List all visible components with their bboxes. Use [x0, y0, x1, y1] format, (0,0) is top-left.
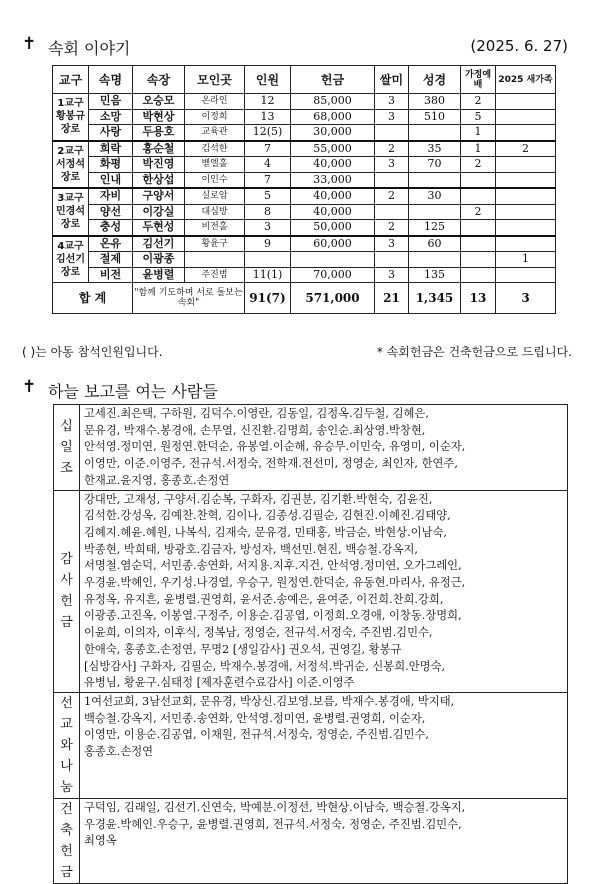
- table-row: [53, 172, 556, 188]
- cell-group-table: [52, 65, 556, 314]
- total-label: 합 계: [53, 283, 133, 314]
- table-cell: 이인수: [185, 172, 245, 188]
- table-cell: 2: [375, 141, 409, 157]
- table-cell: 70,000: [291, 267, 375, 283]
- table-cell: 40,000: [291, 157, 375, 173]
- table-cell: 두용호: [133, 125, 185, 141]
- col-header: 2025 새가족: [496, 66, 556, 94]
- table-cell: 한상섭: [133, 172, 185, 188]
- region-role: 장로: [60, 171, 81, 183]
- table-cell: 40,000: [291, 204, 375, 220]
- table-row: [53, 188, 556, 204]
- table-row: [53, 204, 556, 220]
- col-header: 속명: [89, 66, 133, 94]
- donor-names: [80, 692, 568, 798]
- table-cell: [375, 125, 409, 141]
- col-header: 가정예배: [461, 66, 496, 94]
- table-header-row: [53, 66, 556, 94]
- table-cell: 두현성: [133, 220, 185, 236]
- region-role: 장로: [60, 266, 81, 278]
- table-cell: 구양서: [133, 188, 185, 204]
- table-cell: 절제: [89, 252, 133, 268]
- table-cell: 비전홀: [185, 220, 245, 236]
- table-cell: 이정희: [185, 109, 245, 125]
- table-cell: 380: [409, 94, 461, 110]
- table-cell: 125: [409, 220, 461, 236]
- table-cell: 박진영: [133, 157, 185, 173]
- col-header: 쌀미: [375, 66, 409, 94]
- table-cell: [375, 252, 409, 268]
- table-cell: 김선기: [133, 236, 185, 252]
- category-label: [54, 490, 80, 692]
- category-label-part: 건축: [60, 801, 73, 838]
- category-row: [54, 692, 568, 798]
- category-label-part: 감: [60, 552, 73, 568]
- table-cell: 2: [375, 220, 409, 236]
- table-cell: [496, 188, 556, 204]
- table-cell: [185, 252, 245, 268]
- col-header: 속장: [133, 66, 185, 94]
- table-cell: [291, 252, 375, 268]
- table-cell: 2: [461, 157, 496, 173]
- col-header: 교구: [53, 66, 89, 94]
- table-cell: 양선: [89, 204, 133, 220]
- table-cell: 12: [245, 94, 291, 110]
- total-motto: "함께 기도하며 서로 돌보는 속회": [133, 283, 245, 314]
- table-cell: 온라인: [185, 94, 245, 110]
- table-cell: [409, 204, 461, 220]
- section-title: 속회 이야기: [48, 39, 131, 58]
- table-cell: 5: [461, 109, 496, 125]
- donor-line: 구덕임, 김래일, 김선기.신연숙, 박예분.이정선, 박현상.이남숙, 백승철.강옥지,: [84, 800, 466, 814]
- report-date: (2025. 6. 27): [470, 37, 568, 55]
- donor-line: 이영만, 이용순.김공엽, 이채원, 전규석.서정숙, 정영순, 주진범.김민수,: [84, 728, 429, 742]
- table-cell: 인내: [89, 172, 133, 188]
- donor-line: 문유경, 박재수.봉경애, 손무열, 신진환.김명희, 송인순.최상영.박창현,: [84, 423, 426, 437]
- table-cell: 33,000: [291, 172, 375, 188]
- category-label-part: 일: [60, 439, 73, 455]
- table-cell: [496, 172, 556, 188]
- region-leader: 황봉규: [56, 111, 85, 123]
- table-cell: [461, 220, 496, 236]
- table-cell: 1: [461, 125, 496, 141]
- category-label-part: 사: [60, 573, 73, 589]
- region-leader: 서정석: [56, 158, 85, 170]
- category-row: [54, 490, 568, 692]
- table-cell: 자비: [89, 188, 133, 204]
- category-label: [54, 798, 80, 883]
- donor-names: [80, 490, 568, 692]
- table-cell: 벧엘홀: [185, 157, 245, 173]
- table-row: [53, 220, 556, 236]
- donor-line: 최영옥: [84, 834, 117, 848]
- table-cell: 12(5): [245, 125, 291, 141]
- table-cell: 3: [375, 94, 409, 110]
- table-cell: 9: [245, 236, 291, 252]
- total-rice: 21: [375, 283, 409, 314]
- table-row: [53, 109, 556, 125]
- section-title: 하늘 보고를 여는 사람들: [48, 382, 218, 401]
- table-cell: 510: [409, 109, 461, 125]
- donor-line: 유정옥, 유지흔, 윤병렬.권영희, 윤서준.송예은, 윤여준, 이건희.찬희.강희,: [84, 592, 444, 606]
- table-cell: 35: [409, 141, 461, 157]
- offering-note: * 속회헌금은 건축헌금으로 드립니다.: [376, 345, 572, 359]
- category-label-part: 와: [60, 737, 73, 753]
- table-cell: 박현상: [133, 109, 185, 125]
- table-cell: [409, 172, 461, 188]
- table-row: [53, 125, 556, 141]
- donor-line: 김혜지.혜윤.혜원, 나복식, 김재숙, 문유경, 민태홍, 박금순, 박현상.이남숙,: [84, 525, 448, 539]
- section-header: [22, 34, 578, 60]
- table-cell: 135: [409, 267, 461, 283]
- donor-line: 홍종호.손정연: [84, 745, 154, 759]
- table-cell: 대심방: [185, 204, 245, 220]
- table-cell: 비전: [89, 267, 133, 283]
- table-cell: 70: [409, 157, 461, 173]
- table-cell: 황윤구: [185, 236, 245, 252]
- table-cell: 실로암: [185, 188, 245, 204]
- table-row: [53, 157, 556, 173]
- table-row: [53, 267, 556, 283]
- table-cell: 7: [245, 172, 291, 188]
- table-cell: [245, 252, 291, 268]
- table-cell: 40,000: [291, 188, 375, 204]
- table-cell: 3: [375, 109, 409, 125]
- category-row: [54, 798, 568, 883]
- donor-line: 한애숙, 홍종호.손정연, 무명2 [생일감사] 권오석, 권영길, 황봉규: [84, 642, 402, 656]
- table-cell: 이강실: [133, 204, 185, 220]
- category-label-part: 조: [60, 460, 73, 476]
- donor-line: 유병님, 황윤구.심태정 [제자훈련수료감사] 이준.이영주: [84, 676, 355, 690]
- category-label: [54, 405, 80, 491]
- table-cell: 1: [461, 141, 496, 157]
- category-label: [54, 692, 80, 798]
- category-label-part: 나눔: [60, 758, 73, 795]
- region-name: 4교구: [57, 240, 84, 252]
- table-cell: 2: [496, 141, 556, 157]
- region-cell: [53, 236, 89, 283]
- donor-line: 1여선교회, 3남선교회, 문유경, 박상신.김보영.보름, 박재수.봉경애, 박지태,: [84, 694, 455, 708]
- table-cell: 3: [375, 157, 409, 173]
- total-worship: 13: [461, 283, 496, 314]
- table-cell: 30: [409, 188, 461, 204]
- region-role: 장로: [60, 219, 81, 231]
- region-leader: 민경석: [56, 206, 85, 218]
- offering-table: [53, 404, 568, 884]
- region-cell: [53, 141, 89, 189]
- table-cell: [496, 109, 556, 125]
- table-cell: 5: [245, 188, 291, 204]
- table-cell: 55,000: [291, 141, 375, 157]
- table-cell: 50,000: [291, 220, 375, 236]
- table-cell: 온유: [89, 236, 133, 252]
- table-cell: [496, 94, 556, 110]
- col-header: 헌금: [291, 66, 375, 94]
- table-cell: 충성: [89, 220, 133, 236]
- table-cell: 11(1): [245, 267, 291, 283]
- donor-line: 우경윤.박혜인.우승구, 윤병렬.권영희, 전규석.서정숙, 정영순, 주진범.김민수,: [84, 817, 462, 831]
- table-cell: [461, 172, 496, 188]
- table-cell: [496, 157, 556, 173]
- donor-line: 서명철.염순덕, 서민종.송연화, 서지용.지후.지건, 안석영.정미연, 오가그레인,: [84, 559, 462, 573]
- col-header: 인원: [245, 66, 291, 94]
- region-role: 장로: [60, 124, 81, 136]
- region-name: 3교구: [57, 193, 84, 205]
- table-cell: 3: [245, 220, 291, 236]
- category-row: [54, 405, 568, 491]
- total-bible: 1,345: [409, 283, 461, 314]
- donor-line: 이광종.고진옥, 이봉열.구정주, 이용순.김공엽, 이정희.오경애, 이창동.장명희,: [84, 609, 462, 623]
- table-row: [53, 236, 556, 252]
- table-cell: 소망: [89, 109, 133, 125]
- cross-glyph: ✝: [22, 34, 37, 54]
- table-cell: 화평: [89, 157, 133, 173]
- table-cell: 주진범: [185, 267, 245, 283]
- table-cell: 희락: [89, 141, 133, 157]
- region-cell: [53, 94, 89, 141]
- category-label-part: 금: [60, 615, 73, 631]
- table-cell: 김석한: [185, 141, 245, 157]
- table-cell: [375, 204, 409, 220]
- region-name: 2교구: [57, 145, 84, 157]
- table-row: [53, 252, 556, 268]
- table-cell: 사랑: [89, 125, 133, 141]
- table-row: [53, 141, 556, 157]
- table-cell: [461, 252, 496, 268]
- table-cell: 8: [245, 204, 291, 220]
- table-cell: [461, 236, 496, 252]
- total-people: 91(7): [245, 283, 291, 314]
- table-cell: 60: [409, 236, 461, 252]
- category-label-part: 헌금: [60, 843, 73, 880]
- col-header: 모인곳: [185, 66, 245, 94]
- region-name: 1교구: [57, 98, 84, 110]
- child-count-note: ( )는 아동 참석인원입니다.: [22, 345, 163, 359]
- category-label-part: 십: [60, 418, 73, 434]
- table-cell: 3: [375, 267, 409, 283]
- table-cell: 윤병렬: [133, 267, 185, 283]
- donor-line: 이영만, 이준.이영주, 전규석.서정숙, 전학재.전선미, 정영순, 최인자, 한연주,: [84, 457, 458, 471]
- notes: [22, 343, 578, 363]
- table-cell: [409, 125, 461, 141]
- table-cell: [375, 172, 409, 188]
- table-cell: 이광종: [133, 252, 185, 268]
- table-cell: [496, 125, 556, 141]
- table-row: [53, 94, 556, 110]
- table-cell: 교육관: [185, 125, 245, 141]
- total-newfamily: 3: [496, 283, 556, 314]
- donor-names: [80, 798, 568, 883]
- donor-line: 한재교.윤지영, 홍종호.손정연: [84, 473, 230, 487]
- table-cell: 68,000: [291, 109, 375, 125]
- donor-line: 박종현, 박희태, 방광호.김금자, 방성자, 백선민.현진, 백승철.강옥지,: [84, 542, 419, 556]
- category-label-part: 선교: [60, 695, 73, 732]
- table-cell: 4: [245, 157, 291, 173]
- table-cell: 3: [375, 236, 409, 252]
- donor-line: 이윤희, 이의자, 이후식, 정복남, 정영순, 전규석.서정숙, 주진범.김민수,: [84, 626, 433, 640]
- table-cell: 2: [461, 204, 496, 220]
- table-cell: [461, 188, 496, 204]
- table-cell: [496, 236, 556, 252]
- region-leader: 김선기: [56, 253, 85, 265]
- donor-line: 우경윤.박혜인, 우기성.나경열, 우승구, 원정연.한덕순, 유동현.마리사, 유정근,: [84, 576, 466, 590]
- table-cell: [496, 220, 556, 236]
- category-label-part: 헌: [60, 594, 73, 610]
- section-header: [22, 377, 578, 403]
- col-header: 성경: [409, 66, 461, 94]
- donor-line: 백승철.강옥지, 서민종.송연화, 안석영.정미연, 윤병렬.권영희, 이순자,: [84, 711, 426, 725]
- table-cell: 60,000: [291, 236, 375, 252]
- table-cell: [461, 267, 496, 283]
- donor-line: 김석한.강성옥, 김예찬.찬혁, 김이나, 김종성.김필순, 김현진.이혜진.김태양,: [84, 509, 451, 523]
- region-cell: [53, 188, 89, 236]
- total-offering: 571,000: [291, 283, 375, 314]
- table-cell: 오승모: [133, 94, 185, 110]
- donor-line: 안석영.정미연, 원정연.한덕순, 유봉열.이순해, 유승무.이민숙, 유영미, 이순자,: [84, 440, 466, 454]
- total-row: [53, 283, 556, 314]
- table-cell: [409, 252, 461, 268]
- table-cell: 1: [496, 252, 556, 268]
- cross-glyph: ✝: [22, 377, 37, 397]
- table-cell: 홍순철: [133, 141, 185, 157]
- table-cell: 13: [245, 109, 291, 125]
- table-cell: 7: [245, 141, 291, 157]
- table-cell: 2: [461, 94, 496, 110]
- table-cell: 85,000: [291, 94, 375, 110]
- donor-names: [80, 405, 568, 491]
- table-cell: 민음: [89, 94, 133, 110]
- table-cell: [496, 204, 556, 220]
- table-cell: [496, 267, 556, 283]
- donor-line: 강대만, 고재성, 구양서.김순복, 구화자, 김권분, 김기환.박현숙, 김윤진,: [84, 492, 433, 506]
- donor-line: [심방감사] 구화자, 김필순, 박재수.봉경애, 서정석.박귀순, 신봉희.안명숙,: [84, 659, 446, 673]
- table-cell: 30,000: [291, 125, 375, 141]
- table-cell: 2: [375, 188, 409, 204]
- donor-line: 고세진.최은택, 구하원, 김덕수.이영란, 김동일, 김정옥.김두철, 김혜은,: [84, 407, 429, 420]
